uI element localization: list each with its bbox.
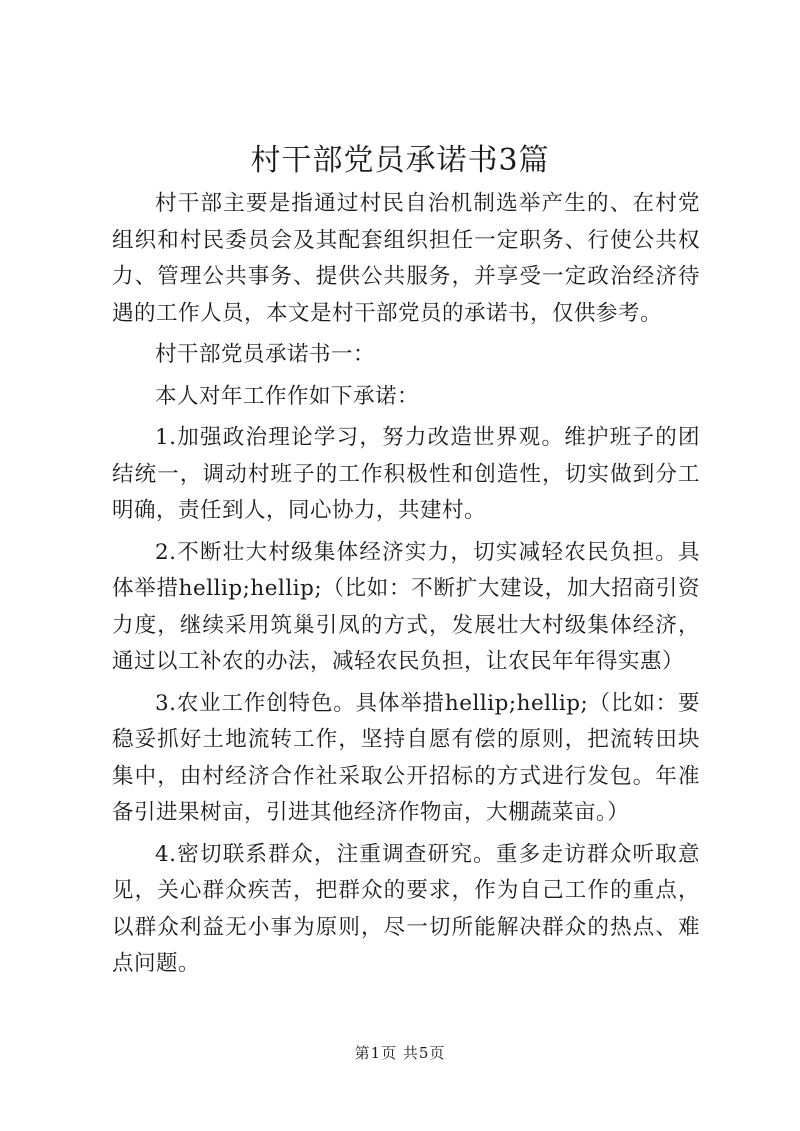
commitment-item-4: 4.密切联系群众，注重调查研究。重多走访群众听取意见，关心群众疾苦，把群众的要求，作为自己工作的重点，以群众利益无小事为原则，尽一切所能解决群众的热点、难点问题。	[112, 841, 700, 976]
page-number-footer: 第1页 共5页	[354, 1044, 446, 1062]
intro-paragraph: 村干部主要是指通过村民自治机制选举产生的、在村党组织和村民委员会及其配套组织担任一定职务、行使公共权力、管理公共事务、提供公共服务，并享受一定政治经济待遇的工作人员，本文是村干部党员的承诺书，仅供参考。	[112, 191, 700, 326]
commitment-intro: 本人对年工作作如下承诺：	[155, 383, 420, 409]
commitment-item-2: 2.不断壮大村级集体经济实力，切实减轻农民负担。具体举措hellip;hellip;（比如：不断扩大建设，加大招商引资力度，继续采用筑巢引凤的方式，发展壮大村级集体经济，通过以工补农的办法，减轻农民负担，让农民年年得实惠）	[112, 539, 700, 674]
commitment-item-1: 1.加强政治理论学习，努力改造世界观。维护班子的团结统一，调动村班子的工作积极性和创造性，切实做到分工明确，责任到人，同心协力，共建村。	[112, 425, 700, 523]
document-body	[112, 186, 700, 983]
section-heading: 村干部党员承诺书一：	[155, 342, 376, 367]
commitment-item-3: 3.农业工作创特色。具体举措hellip;hellip;（比如：要稳妥抓好土地流转工作，坚持自愿有偿的原则，把流转田块集中，由村经济合作社采取公开招标的方式进行发包。年准备引进果树亩，引进其他经济作物亩，大棚蔬菜亩。）	[112, 690, 700, 825]
document-title: 村干部党员承诺书3篇	[250, 143, 550, 178]
